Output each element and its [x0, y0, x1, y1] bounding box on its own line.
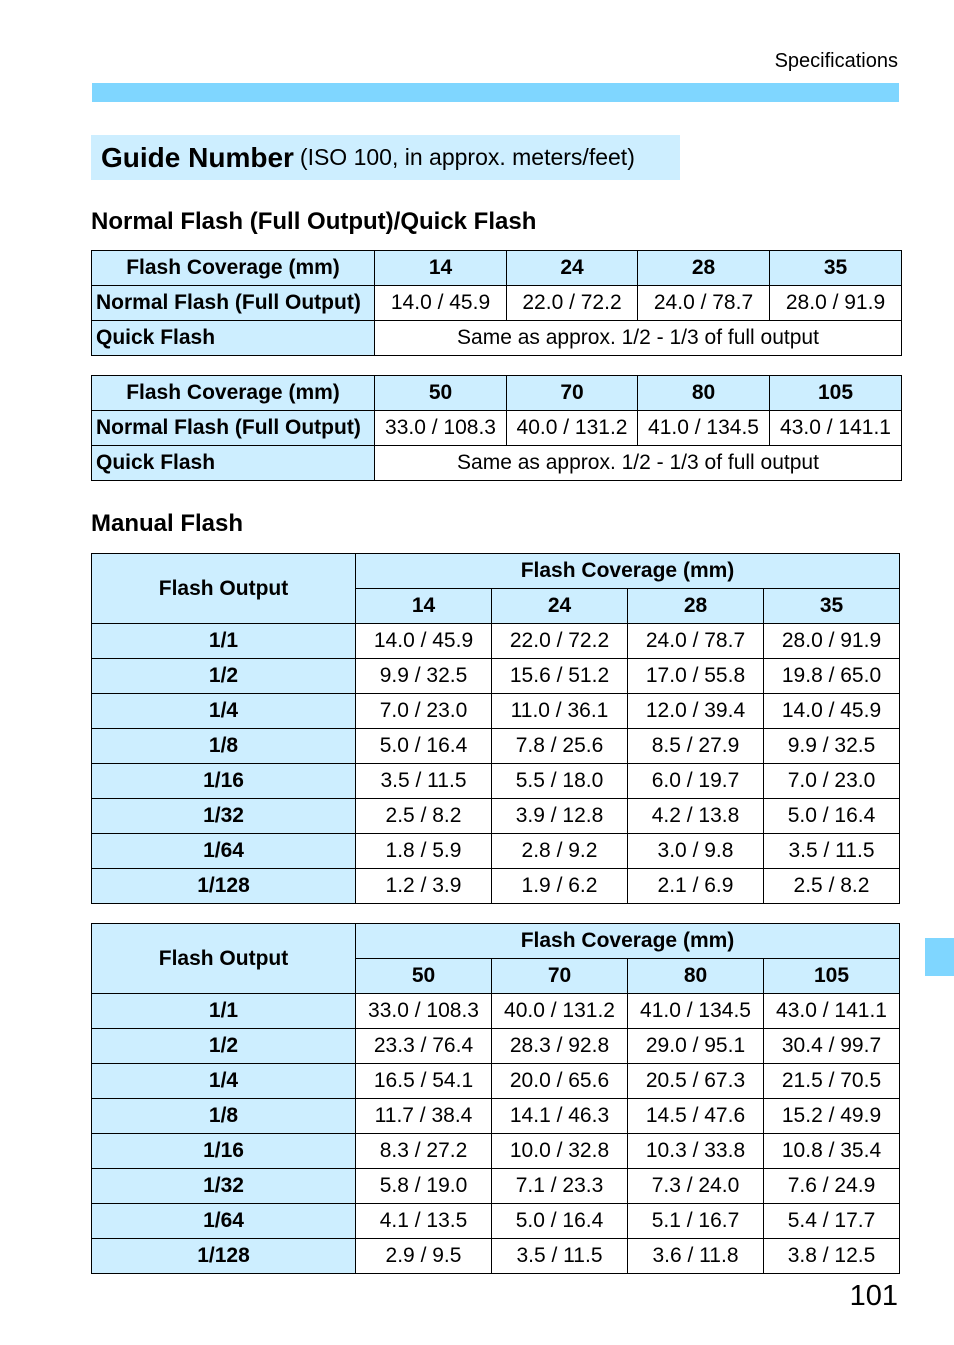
table-cell: 5.8 / 19.0 [356, 1169, 492, 1204]
column-header-cell: 14 [356, 589, 492, 624]
flash-output-cell: 1/2 [92, 1029, 356, 1064]
section-title [91, 135, 680, 180]
table-cell: 3.5 / 11.5 [492, 1239, 628, 1274]
table-cell: 3.5 / 11.5 [356, 764, 492, 799]
table-row [92, 1204, 900, 1239]
table-cell: 43.0 / 141.1 [770, 411, 902, 446]
table-cell: 2.5 / 8.2 [764, 869, 900, 904]
manual-flash-heading: Manual Flash [91, 510, 244, 537]
table-row [92, 624, 900, 659]
table-row [92, 411, 902, 446]
column-header-cell: 50 [375, 376, 507, 411]
manual-flash-table-1 [91, 553, 900, 904]
table-cell: 17.0 / 55.8 [628, 659, 764, 694]
table-cell: 8.3 / 27.2 [356, 1134, 492, 1169]
table-cell: 22.0 / 72.2 [507, 286, 638, 321]
table-header-row [92, 924, 900, 959]
row-label-cell: Quick Flash [92, 321, 375, 356]
flash-output-cell: 1/2 [92, 659, 356, 694]
table-cell: 7.0 / 23.0 [764, 764, 900, 799]
table-cell: 22.0 / 72.2 [492, 624, 628, 659]
table-cell: 15.6 / 51.2 [492, 659, 628, 694]
table-row [92, 1239, 900, 1274]
flash-output-cell: 1/64 [92, 834, 356, 869]
table-cell: 14.5 / 47.6 [628, 1099, 764, 1134]
table-cell: 33.0 / 108.3 [375, 411, 507, 446]
table-cell: 1.8 / 5.9 [356, 834, 492, 869]
column-header-cell: 80 [638, 376, 770, 411]
table-row [92, 1099, 900, 1134]
table-cell: 21.5 / 70.5 [764, 1064, 900, 1099]
table-row [92, 869, 900, 904]
table-cell: 14.0 / 45.9 [764, 694, 900, 729]
flash-output-cell: 1/128 [92, 1239, 356, 1274]
table-row [92, 446, 902, 481]
column-header-cell: 35 [770, 251, 902, 286]
column-header-cell: 105 [764, 959, 900, 994]
column-header-cell: 105 [770, 376, 902, 411]
coverage-header-cell: Flash Coverage (mm) [356, 554, 900, 589]
running-header: Specifications [774, 50, 898, 72]
table-row [92, 1029, 900, 1064]
table-cell: 14.1 / 46.3 [492, 1099, 628, 1134]
table-cell: 9.9 / 32.5 [356, 659, 492, 694]
table-row [92, 694, 900, 729]
page-number: 101 [849, 1280, 898, 1312]
table-cell: 7.3 / 24.0 [628, 1169, 764, 1204]
table-cell: 28.3 / 92.8 [492, 1029, 628, 1064]
flash-output-cell: 1/4 [92, 1064, 356, 1099]
table-cell: 5.5 / 18.0 [492, 764, 628, 799]
table-cell: 20.5 / 67.3 [628, 1064, 764, 1099]
output-header-cell: Flash Output [92, 924, 356, 994]
flash-output-cell: 1/1 [92, 994, 356, 1029]
table-cell: 2.9 / 9.5 [356, 1239, 492, 1274]
table-cell: 10.3 / 33.8 [628, 1134, 764, 1169]
table-cell: 14.0 / 45.9 [375, 286, 507, 321]
table-cell: 4.1 / 13.5 [356, 1204, 492, 1239]
table-cell: 14.0 / 45.9 [356, 624, 492, 659]
table-cell: 10.8 / 35.4 [764, 1134, 900, 1169]
flash-output-cell: 1/64 [92, 1204, 356, 1239]
table-cell: 30.4 / 99.7 [764, 1029, 900, 1064]
table-cell: 40.0 / 131.2 [507, 411, 638, 446]
table-cell: 7.8 / 25.6 [492, 729, 628, 764]
row-label-cell: Normal Flash (Full Output) [92, 411, 375, 446]
table-cell: 5.0 / 16.4 [492, 1204, 628, 1239]
table-cell: 4.2 / 13.8 [628, 799, 764, 834]
row-label-cell: Normal Flash (Full Output) [92, 286, 375, 321]
output-header-cell: Flash Output [92, 554, 356, 624]
table-cell: 7.1 / 23.3 [492, 1169, 628, 1204]
table-cell: 20.0 / 65.6 [492, 1064, 628, 1099]
table-row [92, 286, 902, 321]
section-title-sub: (ISO 100, in approx. meters/feet) [299, 144, 635, 170]
column-header-cell: 24 [507, 251, 638, 286]
table-cell: 2.1 / 6.9 [628, 869, 764, 904]
table-cell: 23.3 / 76.4 [356, 1029, 492, 1064]
table-cell: 3.0 / 9.8 [628, 834, 764, 869]
normal-flash-table-1 [91, 250, 902, 356]
table-cell: 16.5 / 54.1 [356, 1064, 492, 1099]
column-header-cell: 50 [356, 959, 492, 994]
table-row [92, 1134, 900, 1169]
column-header-cell: 80 [628, 959, 764, 994]
section-title-main: Guide Number [101, 141, 294, 173]
table-cell: 3.9 / 12.8 [492, 799, 628, 834]
table-cell: Same as approx. 1/2 - 1/3 of full output [375, 446, 902, 481]
table-row [92, 1064, 900, 1099]
flash-output-cell: 1/128 [92, 869, 356, 904]
table-cell: 5.1 / 16.7 [628, 1204, 764, 1239]
flash-output-cell: 1/8 [92, 1099, 356, 1134]
normal-flash-table-2 [91, 375, 902, 481]
flash-output-cell: 1/32 [92, 1169, 356, 1204]
table-cell: 28.0 / 91.9 [770, 286, 902, 321]
table-cell: 3.6 / 11.8 [628, 1239, 764, 1274]
table-row [92, 659, 900, 694]
table-cell: 7.0 / 23.0 [356, 694, 492, 729]
column-header-cell: 14 [375, 251, 507, 286]
table-cell: 1.9 / 6.2 [492, 869, 628, 904]
manual-flash-table-2 [91, 923, 900, 1274]
table-cell: 11.0 / 36.1 [492, 694, 628, 729]
table-cell: 24.0 / 78.7 [638, 286, 770, 321]
table-cell: 5.0 / 16.4 [764, 799, 900, 834]
table-cell: 2.5 / 8.2 [356, 799, 492, 834]
table-cell: 6.0 / 19.7 [628, 764, 764, 799]
manual-table-body [92, 624, 900, 904]
table-cell: 1.2 / 3.9 [356, 869, 492, 904]
table-cell: 41.0 / 134.5 [628, 994, 764, 1029]
table-header-row [92, 251, 902, 286]
table-row [92, 729, 900, 764]
column-header-cell: 24 [492, 589, 628, 624]
row-label-cell: Quick Flash [92, 446, 375, 481]
table-cell: 19.8 / 65.0 [764, 659, 900, 694]
column-header-cell: 28 [628, 589, 764, 624]
manual-table-body [92, 994, 900, 1274]
table-row [92, 1169, 900, 1204]
table-cell: 5.0 / 16.4 [356, 729, 492, 764]
table-cell: 5.4 / 17.7 [764, 1204, 900, 1239]
flash-output-cell: 1/4 [92, 694, 356, 729]
table-cell: 7.6 / 24.9 [764, 1169, 900, 1204]
table-cell: Same as approx. 1/2 - 1/3 of full output [375, 321, 902, 356]
table-cell: 33.0 / 108.3 [356, 994, 492, 1029]
table-row [92, 799, 900, 834]
column-header-cell: 35 [764, 589, 900, 624]
table-row [92, 994, 900, 1029]
table-header-row [92, 376, 902, 411]
flash-output-cell: 1/16 [92, 1134, 356, 1169]
column-header-cell: 28 [638, 251, 770, 286]
header-accent-bar [92, 83, 899, 102]
table-row [92, 321, 902, 356]
table-cell: 43.0 / 141.1 [764, 994, 900, 1029]
table-cell: 9.9 / 32.5 [764, 729, 900, 764]
column-header-cell: 70 [507, 376, 638, 411]
table-row [92, 764, 900, 799]
coverage-header-cell: Flash Coverage (mm) [356, 924, 900, 959]
table-cell: 2.8 / 9.2 [492, 834, 628, 869]
table-cell: 28.0 / 91.9 [764, 624, 900, 659]
normal-flash-heading: Normal Flash (Full Output)/Quick Flash [91, 208, 537, 235]
table-cell: 12.0 / 39.4 [628, 694, 764, 729]
column-header-cell: 70 [492, 959, 628, 994]
table-cell: 40.0 / 131.2 [492, 994, 628, 1029]
flash-output-cell: 1/32 [92, 799, 356, 834]
table-cell: 29.0 / 95.1 [628, 1029, 764, 1064]
table-cell: 10.0 / 32.8 [492, 1134, 628, 1169]
coverage-header-cell: Flash Coverage (mm) [92, 376, 375, 411]
table-cell: 15.2 / 49.9 [764, 1099, 900, 1134]
table-cell: 3.8 / 12.5 [764, 1239, 900, 1274]
table-cell: 3.5 / 11.5 [764, 834, 900, 869]
table-cell: 24.0 / 78.7 [628, 624, 764, 659]
flash-output-cell: 1/16 [92, 764, 356, 799]
coverage-header-cell: Flash Coverage (mm) [92, 251, 375, 286]
table-cell: 11.7 / 38.4 [356, 1099, 492, 1134]
table-cell: 8.5 / 27.9 [628, 729, 764, 764]
table-header-row [92, 554, 900, 589]
flash-output-cell: 1/1 [92, 624, 356, 659]
chapter-tab-marker [925, 938, 954, 976]
table-cell: 41.0 / 134.5 [638, 411, 770, 446]
flash-output-cell: 1/8 [92, 729, 356, 764]
table-row [92, 834, 900, 869]
